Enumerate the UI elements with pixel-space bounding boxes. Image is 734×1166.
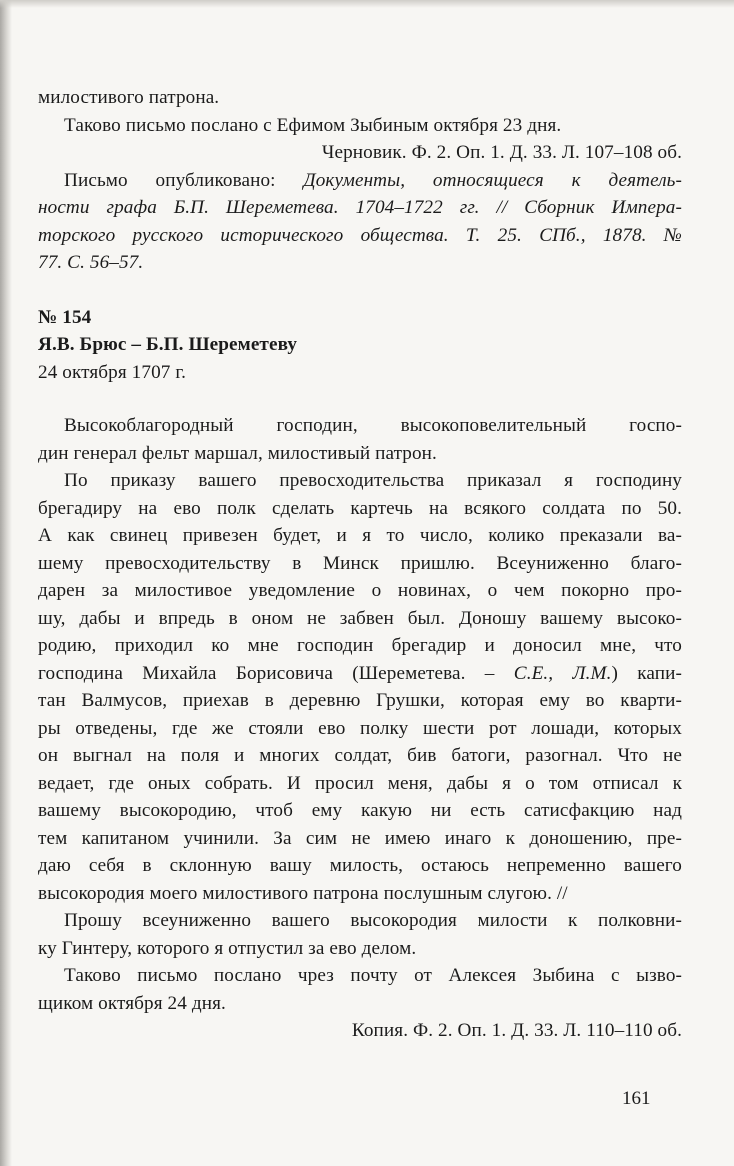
publication-line-3: торского русского исторического общества. Т. 25. СПб., 1878. № (38, 224, 682, 246)
dispatch-line: щиком октября 24 дня. (38, 992, 226, 1014)
publication-title-start: Документы, относящиеся к деятель- (303, 169, 682, 191)
body-line-text: ) капи- (611, 662, 682, 684)
body-line: А как свинец привезен будет, и я то число, колико преказали ва- (38, 525, 682, 546)
spacer (38, 277, 682, 304)
body-line: родию, приходил ко мне господин брегадир и доносил мне, что (38, 635, 682, 656)
publication-line-1 (38, 167, 682, 195)
spacer (38, 386, 682, 412)
body-line (38, 660, 682, 688)
body-line: высокородия моего милостивого патрона послушным слугою. // (38, 882, 568, 904)
publication-lead: Письмо опубликовано: (64, 169, 304, 191)
body-line: тан Валмусов, приехав в деревню Грушки, которая ему во кварти- (38, 690, 682, 711)
body-line: По приказу вашего превосходительства приказал я господину (64, 470, 682, 491)
document-date: 24 октября 1707 г. (38, 361, 187, 383)
greeting-line: Высокоблагородный господин, высокоповелительный госпо- (64, 415, 682, 436)
letter-postscript (38, 907, 682, 962)
body-line: ведает, где оных собрать. И просил меня, дабы я о том отписал к (38, 772, 682, 794)
body-line: он выгнал на поля и многих солдат, бив батоги, разогнал. Что не (38, 745, 682, 766)
document-heading: Я.В. Брюс – Б.П. Шереметеву (38, 334, 298, 355)
body-line: тем капитаном учинили. За сим не имею инаго к доношению, пре- (38, 827, 682, 849)
document-number: № 154 (38, 306, 92, 328)
body-line: ры отведены, где же стояли ево полку шести рот лошади, которых (38, 717, 682, 739)
body-line: брегадиру на ево полк сделать картечь на всякого солдата по 50. (38, 497, 682, 519)
previous-letter-ending: милостивого патрона. (38, 87, 220, 108)
greeting-line: дин генерал фельт маршал, милостивый патрон. (38, 442, 437, 464)
body-line: даю себя в склонную вашу милость, остаюсь непременно вашего (38, 855, 682, 876)
body-line: дарен за милостивое уведомление о новинах, о чем покорно про- (38, 580, 682, 601)
archival-source: Копия. Ф. 2. Оп. 1. Д. 33. Л. 110–110 об. (351, 1020, 682, 1041)
body-line: шу, дабы и впредь в оном не забвен был. Доношу вашему высоко- (38, 607, 682, 629)
publication-note (38, 167, 682, 277)
letter-body (38, 467, 682, 907)
publication-line-4: 77. С. 56–57. (38, 252, 144, 273)
previous-archival-source: Черновик. Ф. 2. Оп. 1. Д. 33. Л. 107–108 об. (321, 142, 682, 163)
postscript-line: Прошу всеуниженно вашего высокородия милости к полковни- (64, 910, 682, 931)
body-line: шему превосходительству в Минск пришлю. Всеуниженно благо- (38, 552, 682, 574)
top-edge-shadow (0, 0, 734, 8)
page-text (38, 84, 682, 1045)
body-line-text: господина Михайла Борисовича (Шереметева. – (38, 662, 514, 684)
editor-initials: С.Е., Л.М. (513, 662, 612, 684)
publication-line-2: ности графа Б.П. Шереметева. 1704–1722 гг. // Сборник Импера- (38, 197, 682, 218)
binding-shadow (0, 0, 12, 1166)
page-number: 161 (622, 1088, 651, 1109)
letter-greeting (38, 412, 682, 467)
dispatch-line: Таково письмо послано чрез почту от Алексея Зыбина с ызво- (64, 965, 682, 986)
previous-dispatch-note: Таково письмо послано с Ефимом Зыбиным октября 23 дня. (64, 114, 562, 136)
dispatch-note (38, 962, 682, 1017)
postscript-line: ку Гинтеру, которого я отпустил за ево делом. (38, 937, 417, 959)
body-line: вашему высокородию, чтоб ему какую ни есть сатисфакцию над (38, 800, 682, 821)
